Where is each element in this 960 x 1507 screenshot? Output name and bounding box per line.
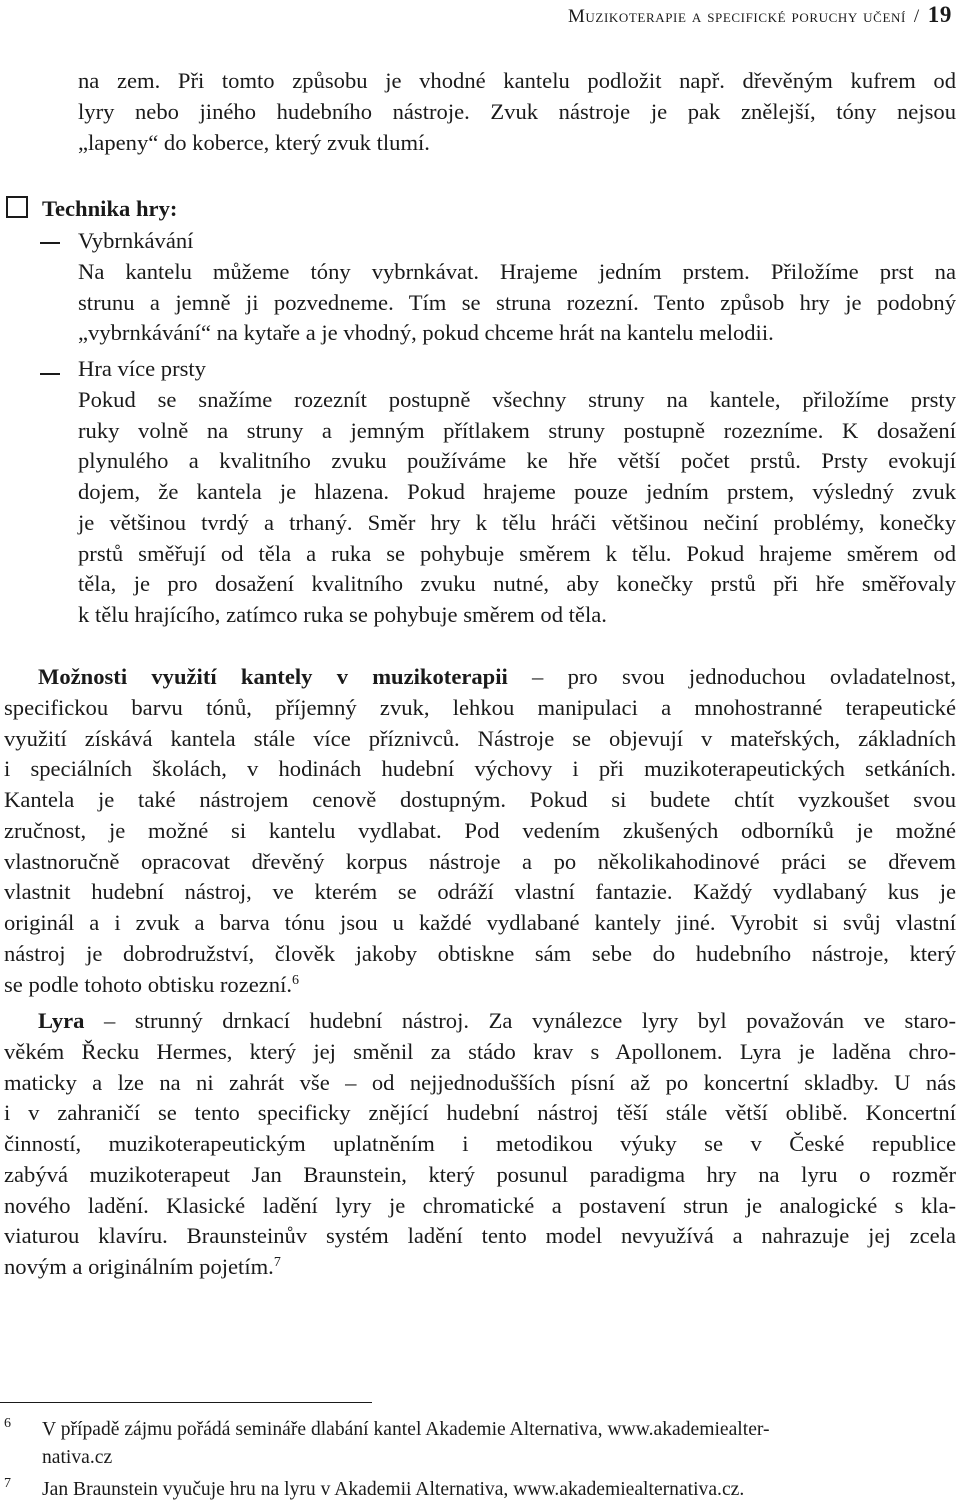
text-line: maticky a lze na ni zahrát vše – od nejjednodušších písní až po koncertní skladby. U nás (4, 1069, 956, 1095)
text-line: „vybrnkávání“ na kytaře a je vhodný, pokud chceme hrát na kantelu melodii. (78, 320, 774, 346)
text-line: vlastnoručně opracovat dřevěný korpus nástroje a po několikahodinové práci se dřevem (4, 848, 956, 874)
text-line: na zem. Při tomto způsobu je vhodné kantelu podložit např. dřevěným kufrem od (78, 68, 956, 93)
intro-paragraph (78, 66, 956, 158)
moznosti-lead: Možnosti využití kantely v muzikoterapii (38, 664, 508, 689)
footnote-number: 6 (4, 1416, 11, 1431)
text-line: těla, je pro dosažení kvalitního zvuku nutné, aby konečky prstů při hře směřovaly (78, 571, 956, 597)
moznosti-first-line-rest: – pro svou jednoduchou ovladatelnost, (507, 664, 956, 689)
moznosti-last-line: se podle tohoto obtisku rozezní. (4, 971, 293, 997)
footnote-text: Jan Braunstein vyučuje hru na lyru v Akademii Alternativa, www.akademiealternativa.cz. (42, 1479, 745, 1500)
text-line: věkém Řecku Hermes, který jej směnil za stádo krav s Apollonem. Lyra je laděna chro- (4, 1038, 956, 1064)
text-line: Kantela je také nástrojem cenově dostupným. Pokud si budete chtít vyzkoušet svou (4, 787, 956, 812)
footnote-text: V případě zájmu pořádá semináře dlabání kantel Akademie Alternativa, www.akademiealter- (42, 1419, 770, 1440)
lyra-lead: Lyra (38, 1008, 85, 1033)
dash-bullet-icon (40, 242, 60, 244)
text-line: je většinou tvrdý a trhaný. Směr hry k tělu hráči většinou nečiní problémy, konečky (78, 509, 956, 535)
footnote-text: nativa.cz (42, 1447, 113, 1468)
lyra-last-line: novým a originálním pojetím. (4, 1254, 274, 1279)
checkbox-bullet-icon (6, 196, 28, 218)
technique-item-hra-vice-prsty (78, 354, 956, 631)
text-line (4, 970, 956, 1001)
text-line: zabývá muzikoterapeut Jan Braunstein, který posunul paradigma hry na lyru o rozměr (4, 1161, 956, 1187)
header-separator: / (913, 6, 920, 27)
text-line: i speciálních školách, v hodinách hudební výchovy i při muzikoterapeutických setkáních. (4, 756, 956, 782)
header-title: Muzikoterapie a specifické poruchy učení (567, 6, 906, 27)
text-line: Na kantelu můžeme tóny vybrnkávat. Hrajeme jedním prstem. Přiložíme prst na (78, 258, 956, 284)
footnote-ref-7[interactable]: 7 (273, 1255, 281, 1270)
technique-item-title: Hra více prsty (78, 356, 206, 381)
text-line: nástroj je dobrodružství, člověk jakoby obtiskne sám sebe do hudebního nástroje, který (4, 940, 956, 966)
text-line: lyry nebo jiného hudebního nástroje. Zvuk nástroje je pak znělejší, tóny nejsou (78, 98, 956, 124)
text-line: specifickou barvu tónů, příjemný zvuk, lehkou manipulaci a mnohostranné terapeutické (4, 694, 956, 720)
text-line: využití získává kantela stále více příznivců. Nástroje se objevují v mateřských, základních (4, 725, 956, 751)
text-line (4, 1252, 956, 1283)
text-line: prstů směřují od těla a ruka se pohybuje směrem k tělu. Pokud hrajeme směrem od (78, 540, 956, 566)
text-line: i v zahraničí se tento specificky znějící hudební nástroj těší stále větší oblibě. Koncertní (4, 1100, 956, 1126)
running-header (568, 0, 952, 30)
text-line: zručnost, je možné si kantelu vydlabat. Pod vedením zkušených odborníků je možné (4, 817, 956, 843)
dash-bullet-icon (40, 373, 60, 375)
text-line: originál a i zvuk a barva tónu jsou u každé vydlabané kantely jiné. Vyrobit si svůj vlastní (4, 910, 956, 935)
lyra-first-line-rest: – strunný drnkací hudební nástroj. Za vynálezce lyry byl považován ve staro- (84, 1008, 956, 1033)
technique-item-title: Vybrnkávání (78, 228, 194, 253)
text-line: činností, muzikoterapeutickým uplatněním i metodikou výuky se v České republice (4, 1131, 956, 1156)
page-number: 19 (927, 2, 952, 27)
text-line: Pokud se snažíme rozeznít postupně všechny struny na kantele, přiložíme prsty (78, 386, 956, 412)
text-line: viaturou klavíru. Braunsteinův systém ladění tento model nevyužívá a nahrazuje jej zcela (4, 1223, 956, 1249)
footnote-divider (0, 1402, 372, 1403)
text-line (4, 1006, 956, 1037)
technique-heading (6, 196, 177, 228)
technique-item-vybrnkavani (78, 226, 956, 349)
moznosti-paragraph (4, 662, 956, 1000)
footnote-ref-6[interactable]: 6 (292, 972, 300, 988)
text-line: ruky volně na struny a jemným přítlakem struny postupně rozezníme. K dosažení (78, 417, 956, 443)
text-line: nového ladění. Klasické ladění lyry je chromatické a postavení strun je analogické s kla- (4, 1192, 956, 1218)
text-line: k tělu hrajícího, zatímco ruka se pohybuje směrem od těla. (78, 602, 607, 627)
footnote-number: 7 (4, 1476, 11, 1491)
text-line: strunu a jemně ji pozvedneme. Tím se struna rozezní. Tento způsob hry je podobný (78, 289, 956, 315)
text-line: vlastnit hudební nástroj, ve kterém se odráží vlastní fantazie. Každý vydlabaný kus je (4, 879, 956, 905)
text-line: plynulého a kvalitního zvuku používáme ke hře větší počet prstů. Prsty evokují (78, 448, 956, 474)
text-line: dojem, že kantela je hlazena. Pokud hrajeme pouze jedním prstem, výsledný zvuk (78, 479, 956, 504)
technique-heading-label: Technika hry: (42, 196, 178, 221)
lyra-paragraph (4, 1006, 956, 1283)
text-line (4, 662, 956, 693)
text-line: „lapeny“ do koberce, který zvuk tlumí. (78, 129, 430, 155)
